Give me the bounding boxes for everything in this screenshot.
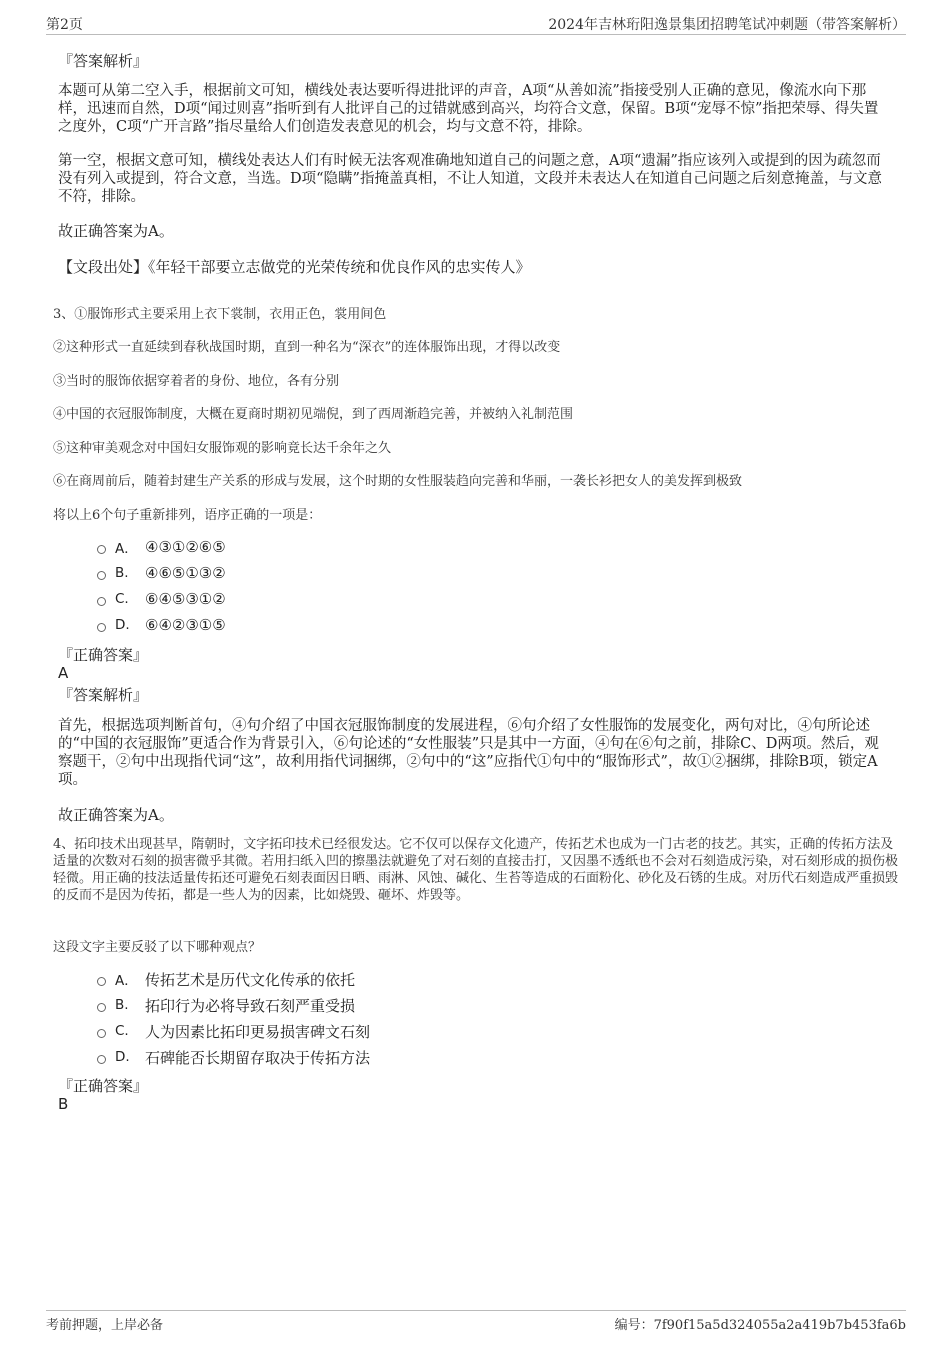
option-letter: B.: [115, 997, 129, 1013]
option-text: 石碑能否长期留存取决于传拓方法: [145, 1048, 371, 1067]
q3-analysis-container: [58, 717, 892, 789]
option-letter: C.: [115, 591, 129, 607]
q3-answer-label: 『正确答案』: [58, 646, 149, 664]
option-text: ④③①②⑥⑤: [145, 538, 226, 556]
q4-answer-label: 『正确答案』: [58, 1077, 149, 1095]
q3-question: 将以上6个句子重新排列，语序正确的一项是：: [53, 508, 322, 523]
page-header: [46, 12, 906, 35]
q4-option-b[interactable]: [97, 995, 355, 1015]
option-text: 人为因素比拓印更易损害碑文石刻: [145, 1022, 371, 1041]
q4-passage: 4、拓印技术出现甚早，隋朝时，文字拓印技术已经很发达。它不仅可以保存文化遗产，传拓艺术也成为一门古老的技艺。其实，正确的传拓方法及适量的次数对石刻的损害微乎其微。若用扫纸入凹的擦墨法就避免了对石刻的直接击打，又因墨不透纸也不会对石刻造成污染，对石刻形成的损伤极轻微。用正确的技法适量传拓还可避免石刻表面因日晒、雨淋、风蚀、碱化、生苔等造成的石面粉化、砂化及石锈的生成。对历代石刻造成严重损毁的反而不是因为传拓，都是一些人为的因素，比如烧毁、砸坏、炸毁等。: [53, 837, 899, 903]
option-letter: C.: [115, 1023, 129, 1039]
q3-option-a[interactable]: [97, 537, 226, 557]
radio-icon[interactable]: [97, 977, 106, 986]
option-letter: B.: [115, 565, 129, 581]
q3-sentence-2: ②这种形式一直延续到春秋战国时期，直到一种名为“深衣”的连体服饰出现，才得以改变: [53, 340, 561, 355]
q3-sentence-6: ⑥在商周前后，随着封建生产关系的形成与发展，这个时期的女性服装趋向完善和华丽，一袭长衫把女人的美发挥到极致: [53, 474, 743, 489]
q3-analysis-label: 『答案解析』: [58, 686, 149, 704]
document-title: 2024年吉林珩阳逸景集团招聘笔试冲刺题（带答案解析）: [548, 17, 906, 33]
radio-icon[interactable]: [97, 545, 106, 554]
q2-source: 【文段出处】《年轻干部要立志做党的光荣传统和优良作风的忠实传人》: [58, 258, 531, 276]
q3-answer: A: [58, 664, 69, 682]
document-code: 编号：7f90f15a5d324055a2a419b7b453fa6b: [614, 1318, 906, 1333]
option-letter: D.: [115, 1049, 130, 1065]
q4-option-a[interactable]: [97, 969, 355, 989]
q2-analysis-p2-container: [58, 152, 892, 206]
q3-sentence-4: ④中国的衣冠服饰制度，大概在夏商时期初见端倪，到了西周渐趋完善，并被纳入礼制范围: [53, 407, 574, 422]
radio-icon[interactable]: [97, 571, 106, 580]
q2-analysis-paragraph-2: 第一空，根据文意可知，横线处表达人们有时候无法客观准确地知道自己的问题之意，A项“遗漏”指应该列入或提到的因为疏忽而没有列入或提到，符合文意，当选。D项“隐瞒”指掩盖真相，不让人知道，文段并未表达人在知道自己问题之后刻意掩盖，与文意不符，排除。: [58, 153, 882, 205]
q4-passage-container: [53, 836, 901, 904]
q3-analysis-paragraph: 首先，根据选项判断首句，④句介绍了中国衣冠服饰制度的发展进程，⑥句介绍了女性服饰的发展变化，两句对比，④句所论述的“中国的衣冠服饰”更适合作为背景引入，⑥句论述的“女性服装”只是其中一方面，④句在⑥句之前，排除C、D两项。然后，观察题干，②句中出现指代词“这”，故利用指代词捆绑，②句中的“这”应指代①句中的“服饰形式”，故①②捆绑，排除B项，锁定A项。: [58, 718, 879, 788]
q2-analysis-paragraph-1: 本题可从第二空入手，根据前文可知，横线处表达要听得进批评的声音，A项“从善如流”指接受别人正确的意见，像流水向下那样，迅速而自然，D项“闻过则喜”指听到有人批评自己的过错就感到高兴，均符合文意，保留。B项“宠辱不惊”指把荣辱、得失置之度外，C项“广开言路”指尽量给人们创造发表意见的机会，均与文意不符，排除。: [58, 83, 879, 135]
option-text: 拓印行为必将导致石刻严重受损: [145, 996, 356, 1015]
q3-sentence-5: ⑤这种审美观念对中国妇女服饰观的影响竟长达千余年之久: [53, 441, 392, 456]
q3-sentence-3: ③当时的服饰依据穿着者的身份、地位，各有分别: [53, 374, 340, 389]
q4-question: 这段文字主要反驳了以下哪种观点？: [53, 940, 262, 955]
option-text: 传拓艺术是历代文化传承的依托: [145, 970, 356, 989]
q4-answer: B: [58, 1095, 69, 1113]
q3-option-c[interactable]: [97, 589, 226, 609]
option-letter: D.: [115, 617, 130, 633]
q4-option-c[interactable]: [97, 1021, 370, 1041]
radio-icon[interactable]: [97, 1055, 106, 1064]
radio-icon[interactable]: [97, 597, 106, 606]
option-letter: A．: [115, 541, 138, 557]
q2-analysis-label: 『答案解析』: [58, 52, 149, 70]
q3-sentence-1: 3、①服饰形式主要采用上衣下裳制，衣用正色，裳用间色: [53, 307, 387, 322]
option-letter: A．: [115, 973, 138, 989]
radio-icon[interactable]: [97, 1003, 106, 1012]
q2-analysis-p1-container: [58, 82, 892, 136]
page-footer: [46, 1310, 906, 1335]
q2-conclusion: 故正确答案为A。: [58, 222, 174, 240]
option-text: ⑥④⑤③①②: [145, 590, 226, 608]
q3-conclusion: 故正确答案为A。: [58, 806, 174, 824]
q3-option-b[interactable]: [97, 563, 226, 583]
radio-icon[interactable]: [97, 623, 106, 632]
q4-option-d[interactable]: [97, 1047, 370, 1067]
page-number: 第2页: [46, 17, 83, 33]
q3-option-d[interactable]: [97, 615, 226, 635]
option-text: ④⑥⑤①③②: [145, 564, 226, 582]
footer-slogan: 考前押题，上岸必备: [46, 1318, 164, 1333]
option-text: ⑥④②③①⑤: [145, 616, 226, 634]
radio-icon[interactable]: [97, 1029, 106, 1038]
